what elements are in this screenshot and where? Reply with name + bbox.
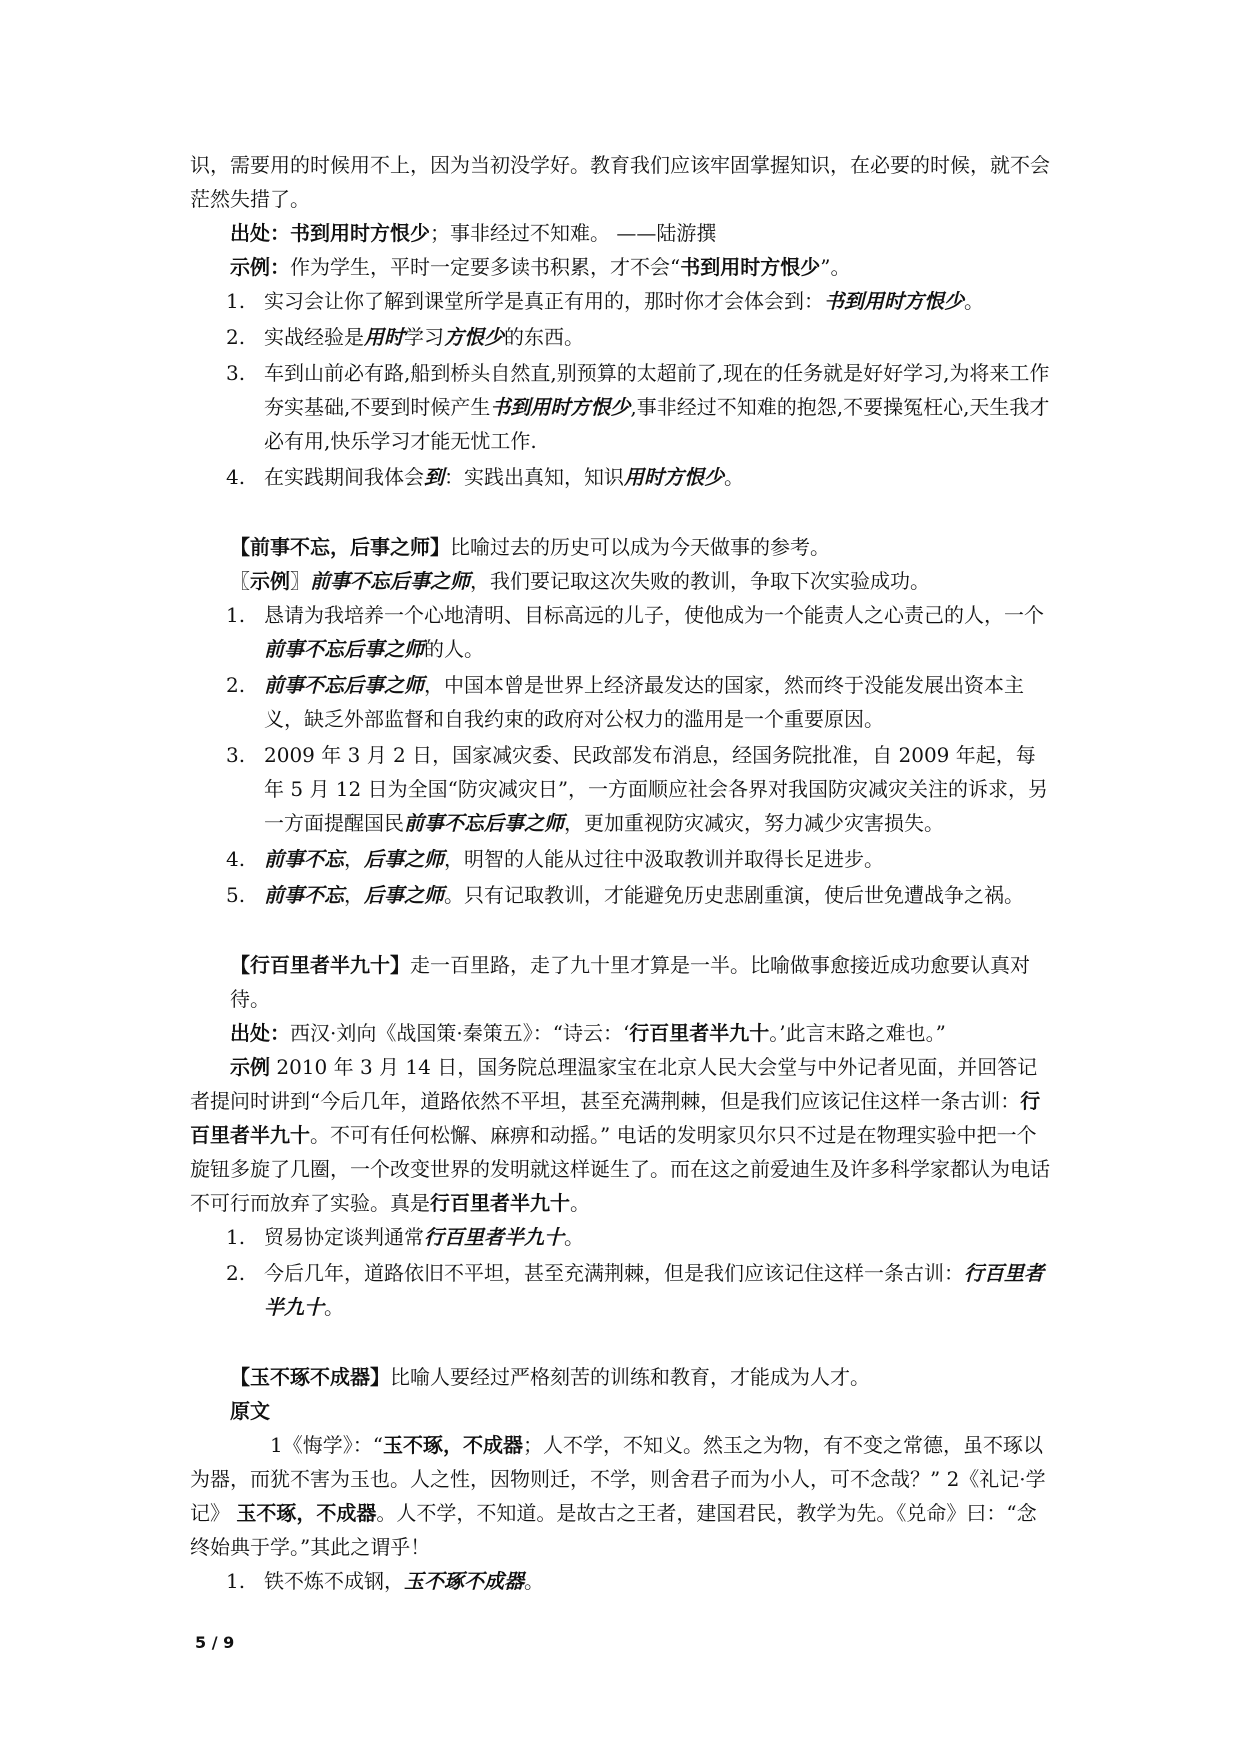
list-number: 1. (226, 1225, 246, 1249)
body-text: 〗 (290, 569, 310, 593)
body-text: 。’此言末路之难也。” (769, 1021, 946, 1045)
original-text (190, 1428, 1050, 1564)
body-text: 的人。 (424, 637, 484, 661)
label: 示例 (230, 1055, 270, 1079)
paragraph (190, 148, 1050, 216)
idiom: 前事不忘后事之师 (404, 811, 564, 835)
original-label (190, 1394, 1050, 1428)
body-text: 。 (524, 1569, 544, 1593)
list-number: 2. (226, 673, 246, 697)
list-number: 5. (226, 883, 246, 907)
idiom: 行百里者半九十 (424, 1225, 564, 1249)
spacer (190, 914, 1050, 948)
list-number: 4. (226, 847, 246, 871)
body-text: 识，需要用的时候用不上，因为当初没学好。教育我们应该牢固掌握知识，在必要的时候，就不会茫然失措了。 (190, 153, 1050, 211)
body-text: 走一百里路，走了九十里才算是一半。比喻做事愈接近成功愈要认真对待。 (230, 953, 1030, 1011)
idiom: 玉不琢，不成器 (236, 1501, 377, 1525)
list-item (190, 1564, 1050, 1598)
body-text: 贸易协定谈判通常 (264, 1225, 424, 1249)
source-line (190, 1016, 1050, 1050)
body-text: 车到山前必有路,船到桥头自然直,别预算的太超前了,现在的任务就是好好学习,为将来工作夯实基础,不要到时候产生 (264, 361, 1050, 419)
idiom: 前事不忘 (264, 883, 344, 907)
list-number: 2. (226, 1261, 246, 1285)
body-text: 西汉·刘向《战国策·秦策五》：“诗云：‘ (290, 1021, 630, 1045)
list-number: 1. (226, 603, 246, 627)
body-text: 。只有记取教训，才能避免历史悲剧重演，使后世免遭战争之祸。 (444, 883, 1024, 907)
page-number: 5 / 9 (195, 1633, 235, 1652)
example-line (190, 250, 1050, 284)
label: 出处： (230, 221, 290, 245)
list-number: 3. (226, 361, 246, 385)
body-text: 。 (724, 465, 744, 489)
source-line (190, 216, 1050, 250)
body-text: 在实践期间我体会 (264, 465, 424, 489)
idiom: 方恨少 (444, 325, 504, 349)
body-text: ；人不学，不知义。然玉之为物，有不变之常德，虽不琢以为器，而犹不害为玉也。人之性，因物则迁，不学，则舍君子而为小人，可不念哉？” 2《礼记·学记》 (190, 1433, 1046, 1525)
body-text: 实习会让你了解到课堂所学是真正有用的，那时你才会体会到： (264, 289, 824, 313)
list-item (190, 598, 1050, 666)
body-text: 作为学生，平时一定要多读书积累，才不会“ (290, 255, 681, 279)
label: 出处： (230, 1021, 290, 1045)
body-text: 2010 年 3 月 14 日，国务院总理温家宝在北京人民大会堂与中外记者见面，并回答记者提问时讲到“今后几年，道路依然不平坦，甚至充满荆棘，但是我们应该记住这样一条古训： (190, 1055, 1038, 1113)
body-text: 比喻过去的历史可以成为今天做事的参考。 (450, 535, 830, 559)
list-item (190, 284, 1050, 318)
body-text: ；事非经过不知难。 ——陆游撰 (430, 221, 717, 245)
list-number: 2. (226, 325, 246, 349)
spacer (190, 496, 1050, 530)
idiom: 书到用时方恨少 (490, 395, 631, 419)
idiom: 前事不忘 (264, 847, 344, 871)
idiom: 行百里者半九十 (190, 1089, 1041, 1147)
body-text: 学习 (404, 325, 444, 349)
list-item (190, 356, 1050, 458)
idiom: 前事不忘后事之师 (310, 569, 470, 593)
entry-title: 【前事不忘，后事之师】 (230, 535, 450, 559)
body-text: 。 (564, 1225, 584, 1249)
idiom: 用时方恨少 (624, 465, 724, 489)
idiom: 后事之师 (364, 883, 444, 907)
body-text: 。 (570, 1191, 590, 1215)
body-text: ，明智的人能从过往中汲取教训并取得长足进步。 (444, 847, 884, 871)
page-content (190, 148, 1050, 1600)
label: 示例 (250, 569, 290, 593)
idiom: 行百里者半九十 (430, 1191, 570, 1215)
label: 原文 (230, 1399, 270, 1423)
example-list (190, 598, 1050, 912)
list-number: 1. (226, 1569, 246, 1593)
list-item (190, 878, 1050, 912)
list-item (190, 842, 1050, 876)
list-item (190, 320, 1050, 354)
body-text: ：实践出真知，知识 (444, 465, 624, 489)
example-line (190, 564, 1050, 598)
idiom: 行百里者半九十 (264, 1261, 1044, 1319)
body-text: 。 (324, 1295, 344, 1319)
body-text: 。 (964, 289, 984, 313)
list-number: 4. (226, 465, 246, 489)
idiom: 后事之师 (364, 847, 444, 871)
idiom: 书到用时方恨少 (824, 289, 964, 313)
body-text: 实战经验是 (264, 325, 364, 349)
list-item (190, 668, 1050, 736)
body-text: ，中国本曾是世界上经济最发达的国家，然而终于没能发展出资本主义，缺乏外部监督和自我约束的政府对公权力的滥用是一个重要原因。 (264, 673, 1024, 731)
idiom: 玉不琢不成器 (404, 1569, 524, 1593)
body-text: ， (344, 883, 364, 907)
example-list (190, 284, 1050, 494)
body-text: 1《悔学》：“ (270, 1433, 383, 1457)
idiom: 到 (424, 465, 444, 489)
list-item (190, 1220, 1050, 1254)
spacer (190, 1326, 1050, 1360)
body-text: 今后几年，道路依旧不平坦，甚至充满荆棘，但是我们应该记住这样一条古训： (264, 1261, 964, 1285)
body-text: 。不可有任何松懈、麻痹和动摇。” 电话的发明家贝尔只不过是在物理实验中把一个旋钮多旋了几圈，一个改变世界的发明就这样诞生了。而在这之前爱迪生及许多科学家都认为电话不可行而放弃了实验。真是 (190, 1123, 1050, 1215)
idiom: 书到用时方恨少 (290, 221, 430, 245)
idiom: 玉不琢，不成器 (382, 1433, 523, 1457)
list-number: 1. (226, 289, 246, 313)
body-text: 2009 年 3 月 2 日，国家减灾委、民政部发布消息，经国务院批准，自 2009 年起，每年 5 月 12 日为全国“防灾减灾日”，一方面顺应社会各界对我国防灾减灾关注的诉求，另一方面提醒国民 (264, 743, 1049, 835)
idiom: 前事不忘后事之师 (264, 637, 424, 661)
body-text: ，更加重视防灾减灾，努力减少灾害损失。 (564, 811, 944, 835)
body-text: ,事非经过不知难的抱怨,不要操冤枉心,天生我才必有用,快乐学习才能无忧工作. (264, 395, 1050, 453)
list-item (190, 738, 1050, 840)
body-text: 恳请为我培养一个心地清明、目标高远的儿子，使他成为一个能责人之心责己的人，一个 (264, 603, 1044, 627)
list-number: 3. (226, 743, 246, 767)
body-text: 的东西。 (504, 325, 584, 349)
list-item (190, 1256, 1050, 1324)
example-paragraph (190, 1050, 1050, 1220)
entry-heading (190, 1360, 1050, 1394)
body-text: ”。 (820, 255, 851, 279)
body-text: 比喻人要经过严格刻苦的训练和教育，才能成为人才。 (390, 1365, 870, 1389)
body-text: 〖 (230, 569, 250, 593)
entry-heading (190, 948, 1050, 1016)
example-list (190, 1564, 1050, 1598)
example-list (190, 1220, 1050, 1324)
list-item (190, 460, 1050, 494)
body-text: 铁不炼不成钢， (264, 1569, 404, 1593)
body-text: 。人不学，不知道。是故古之王者，建国君民，教学为先。《兑命》曰：“念终始典于学。”其此之谓乎！ (190, 1501, 1037, 1559)
idiom: 行百里者半九十 (629, 1021, 770, 1045)
label: 示例： (230, 255, 290, 279)
idiom: 书到用时方恨少 (680, 255, 821, 279)
entry-title: 【行百里者半九十】 (230, 953, 410, 977)
idiom: 用时 (364, 325, 404, 349)
body-text: ，我们要记取这次失败的教训，争取下次实验成功。 (470, 569, 930, 593)
entry-title: 【玉不琢不成器】 (230, 1365, 390, 1389)
entry-heading (190, 530, 1050, 564)
idiom: 前事不忘后事之师 (264, 673, 424, 697)
body-text: ， (344, 847, 364, 871)
